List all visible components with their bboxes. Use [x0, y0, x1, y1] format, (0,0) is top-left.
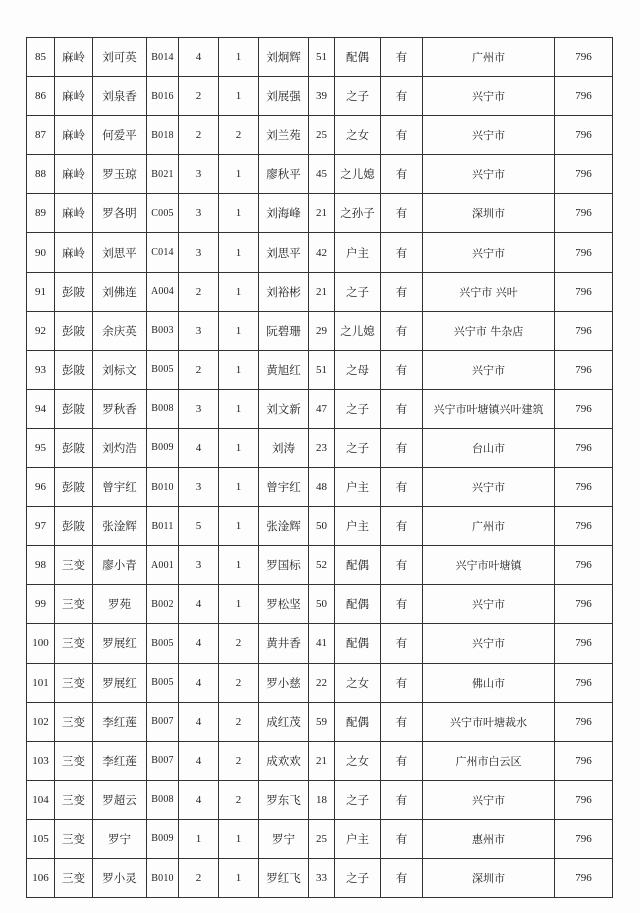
amount-cell: 796 [555, 311, 613, 350]
village-name-cell: 麻岭 [55, 233, 93, 272]
work-address-cell: 兴宁市叶塘镇 [423, 546, 555, 585]
work-address-cell: 兴宁市 兴叶 [423, 272, 555, 311]
status-cell: 有 [381, 194, 423, 233]
member-name-cell: 曾宇红 [259, 468, 309, 507]
member-age-cell: 41 [309, 624, 335, 663]
member-name-cell: 张淦辉 [259, 507, 309, 546]
work-address-cell: 兴宁市 [423, 77, 555, 116]
relation-cell: 之子 [335, 858, 381, 897]
amount-cell: 796 [555, 389, 613, 428]
work-address-cell: 兴宁市 [423, 624, 555, 663]
household-code-cell: B021 [147, 155, 179, 194]
record-number-cell: 86 [27, 77, 55, 116]
village-name-cell: 麻岭 [55, 155, 93, 194]
work-address-cell: 惠州市 [423, 819, 555, 858]
person-count-cell: 1 [219, 468, 259, 507]
household-size-cell: 2 [179, 350, 219, 389]
status-cell: 有 [381, 311, 423, 350]
household-head-cell: 廖小青 [93, 546, 147, 585]
household-head-cell: 李红莲 [93, 741, 147, 780]
person-count-cell: 2 [219, 624, 259, 663]
relation-cell: 之子 [335, 389, 381, 428]
table-row [27, 819, 613, 858]
person-count-cell: 1 [219, 77, 259, 116]
household-size-cell: 3 [179, 233, 219, 272]
status-cell: 有 [381, 38, 423, 77]
household-head-cell: 刘佛连 [93, 272, 147, 311]
household-size-cell: 4 [179, 780, 219, 819]
table-row [27, 389, 613, 428]
record-number-cell: 94 [27, 389, 55, 428]
member-name-cell: 罗红飞 [259, 858, 309, 897]
household-head-cell: 张淦辉 [93, 507, 147, 546]
table-row [27, 155, 613, 194]
member-name-cell: 罗小慈 [259, 663, 309, 702]
member-age-cell: 47 [309, 389, 335, 428]
table-row [27, 702, 613, 741]
record-number-cell: 96 [27, 468, 55, 507]
amount-cell: 796 [555, 858, 613, 897]
member-name-cell: 成欢欢 [259, 741, 309, 780]
household-size-cell: 4 [179, 624, 219, 663]
village-name-cell: 麻岭 [55, 38, 93, 77]
person-count-cell: 1 [219, 819, 259, 858]
table-row [27, 507, 613, 546]
member-name-cell: 黄旭红 [259, 350, 309, 389]
household-size-cell: 3 [179, 194, 219, 233]
person-count-cell: 1 [219, 194, 259, 233]
record-number-cell: 92 [27, 311, 55, 350]
household-size-cell: 2 [179, 858, 219, 897]
work-address-cell: 兴宁市 [423, 233, 555, 272]
member-age-cell: 21 [309, 194, 335, 233]
household-size-cell: 4 [179, 702, 219, 741]
table-row [27, 38, 613, 77]
village-name-cell: 三变 [55, 780, 93, 819]
village-name-cell: 彭陂 [55, 389, 93, 428]
household-code-cell: B014 [147, 38, 179, 77]
record-number-cell: 106 [27, 858, 55, 897]
household-code-cell: B005 [147, 624, 179, 663]
amount-cell: 796 [555, 350, 613, 389]
person-count-cell: 2 [219, 741, 259, 780]
record-number-cell: 93 [27, 350, 55, 389]
member-age-cell: 23 [309, 428, 335, 467]
relation-cell: 配偶 [335, 702, 381, 741]
status-cell: 有 [381, 624, 423, 663]
village-name-cell: 彭陂 [55, 272, 93, 311]
relation-cell: 之女 [335, 741, 381, 780]
table-row [27, 663, 613, 702]
village-name-cell: 麻岭 [55, 77, 93, 116]
table-row [27, 468, 613, 507]
member-name-cell: 黄井香 [259, 624, 309, 663]
household-head-cell: 刘可英 [93, 38, 147, 77]
member-age-cell: 48 [309, 468, 335, 507]
member-age-cell: 25 [309, 116, 335, 155]
household-code-cell: B005 [147, 663, 179, 702]
amount-cell: 796 [555, 663, 613, 702]
record-number-cell: 101 [27, 663, 55, 702]
member-age-cell: 21 [309, 272, 335, 311]
household-code-cell: B010 [147, 468, 179, 507]
household-head-cell: 罗展红 [93, 663, 147, 702]
village-name-cell: 麻岭 [55, 194, 93, 233]
relation-cell: 配偶 [335, 585, 381, 624]
member-name-cell: 阮碧珊 [259, 311, 309, 350]
household-head-cell: 曾宇红 [93, 468, 147, 507]
person-count-cell: 1 [219, 233, 259, 272]
relation-cell: 配偶 [335, 38, 381, 77]
village-name-cell: 彭陂 [55, 350, 93, 389]
village-name-cell: 彭陂 [55, 428, 93, 467]
person-count-cell: 1 [219, 389, 259, 428]
record-number-cell: 99 [27, 585, 55, 624]
table-row [27, 780, 613, 819]
amount-cell: 796 [555, 585, 613, 624]
amount-cell: 796 [555, 77, 613, 116]
table-row [27, 272, 613, 311]
table-row [27, 350, 613, 389]
relation-cell: 户主 [335, 507, 381, 546]
record-number-cell: 89 [27, 194, 55, 233]
village-name-cell: 彭陂 [55, 468, 93, 507]
table-row [27, 428, 613, 467]
status-cell: 有 [381, 780, 423, 819]
amount-cell: 796 [555, 233, 613, 272]
member-name-cell: 刘兰苑 [259, 116, 309, 155]
member-age-cell: 50 [309, 507, 335, 546]
work-address-cell: 兴宁市 [423, 585, 555, 624]
status-cell: 有 [381, 350, 423, 389]
amount-cell: 796 [555, 741, 613, 780]
amount-cell: 796 [555, 507, 613, 546]
household-code-cell: C005 [147, 194, 179, 233]
relation-cell: 配偶 [335, 624, 381, 663]
household-head-cell: 刘灼浩 [93, 428, 147, 467]
work-address-cell: 广州市白云区 [423, 741, 555, 780]
household-size-cell: 3 [179, 546, 219, 585]
record-number-cell: 97 [27, 507, 55, 546]
work-address-cell: 兴宁市 [423, 780, 555, 819]
member-age-cell: 52 [309, 546, 335, 585]
household-size-cell: 5 [179, 507, 219, 546]
village-name-cell: 三变 [55, 663, 93, 702]
village-name-cell: 三变 [55, 819, 93, 858]
status-cell: 有 [381, 507, 423, 546]
work-address-cell: 广州市 [423, 38, 555, 77]
amount-cell: 796 [555, 194, 613, 233]
member-name-cell: 罗国标 [259, 546, 309, 585]
relation-cell: 配偶 [335, 546, 381, 585]
work-address-cell: 广州市 [423, 507, 555, 546]
person-count-cell: 2 [219, 780, 259, 819]
member-age-cell: 51 [309, 350, 335, 389]
status-cell: 有 [381, 858, 423, 897]
work-address-cell: 兴宁市叶塘裁水 [423, 702, 555, 741]
work-address-cell: 兴宁市 [423, 116, 555, 155]
relation-cell: 之孙子 [335, 194, 381, 233]
record-number-cell: 87 [27, 116, 55, 155]
member-name-cell: 刘涛 [259, 428, 309, 467]
household-size-cell: 2 [179, 272, 219, 311]
record-number-cell: 105 [27, 819, 55, 858]
relation-cell: 之儿媳 [335, 311, 381, 350]
household-head-cell: 刘思平 [93, 233, 147, 272]
record-number-cell: 104 [27, 780, 55, 819]
household-head-cell: 罗宁 [93, 819, 147, 858]
household-size-cell: 4 [179, 585, 219, 624]
village-name-cell: 彭陂 [55, 507, 93, 546]
table-row [27, 194, 613, 233]
member-name-cell: 刘文新 [259, 389, 309, 428]
household-head-cell: 李红莲 [93, 702, 147, 741]
person-count-cell: 1 [219, 272, 259, 311]
household-head-cell: 罗苑 [93, 585, 147, 624]
household-size-cell: 1 [179, 819, 219, 858]
relation-cell: 之子 [335, 77, 381, 116]
village-name-cell: 三变 [55, 546, 93, 585]
relation-cell: 户主 [335, 233, 381, 272]
household-code-cell: B002 [147, 585, 179, 624]
amount-cell: 796 [555, 428, 613, 467]
work-address-cell: 兴宁市 牛杂店 [423, 311, 555, 350]
table-row [27, 546, 613, 585]
person-count-cell: 1 [219, 350, 259, 389]
person-count-cell: 1 [219, 311, 259, 350]
member-age-cell: 33 [309, 858, 335, 897]
member-name-cell: 罗松坚 [259, 585, 309, 624]
status-cell: 有 [381, 663, 423, 702]
member-age-cell: 18 [309, 780, 335, 819]
amount-cell: 796 [555, 780, 613, 819]
village-name-cell: 麻岭 [55, 116, 93, 155]
status-cell: 有 [381, 428, 423, 467]
person-count-cell: 1 [219, 546, 259, 585]
household-code-cell: B007 [147, 702, 179, 741]
record-number-cell: 103 [27, 741, 55, 780]
household-size-cell: 3 [179, 468, 219, 507]
relation-cell: 之子 [335, 780, 381, 819]
person-count-cell: 1 [219, 38, 259, 77]
member-name-cell: 廖秋平 [259, 155, 309, 194]
status-cell: 有 [381, 116, 423, 155]
household-head-cell: 罗秋香 [93, 389, 147, 428]
record-number-cell: 102 [27, 702, 55, 741]
household-code-cell: B018 [147, 116, 179, 155]
status-cell: 有 [381, 155, 423, 194]
relation-cell: 户主 [335, 819, 381, 858]
record-number-cell: 91 [27, 272, 55, 311]
household-size-cell: 3 [179, 155, 219, 194]
household-code-cell: A001 [147, 546, 179, 585]
household-code-cell: B007 [147, 741, 179, 780]
household-size-cell: 3 [179, 311, 219, 350]
work-address-cell: 兴宁市 [423, 155, 555, 194]
member-name-cell: 刘炯辉 [259, 38, 309, 77]
person-count-cell: 1 [219, 428, 259, 467]
table-row [27, 624, 613, 663]
relation-cell: 之女 [335, 116, 381, 155]
household-code-cell: A004 [147, 272, 179, 311]
household-code-cell: C014 [147, 233, 179, 272]
person-count-cell: 1 [219, 858, 259, 897]
record-number-cell: 85 [27, 38, 55, 77]
records-table [26, 37, 613, 898]
household-size-cell: 2 [179, 77, 219, 116]
record-number-cell: 88 [27, 155, 55, 194]
household-head-cell: 余庆英 [93, 311, 147, 350]
table-row [27, 233, 613, 272]
member-age-cell: 25 [309, 819, 335, 858]
household-code-cell: B010 [147, 858, 179, 897]
member-age-cell: 42 [309, 233, 335, 272]
table-row [27, 858, 613, 897]
amount-cell: 796 [555, 155, 613, 194]
household-head-cell: 罗各明 [93, 194, 147, 233]
status-cell: 有 [381, 546, 423, 585]
household-head-cell: 刘泉香 [93, 77, 147, 116]
member-name-cell: 刘海峰 [259, 194, 309, 233]
relation-cell: 之母 [335, 350, 381, 389]
status-cell: 有 [381, 468, 423, 507]
village-name-cell: 三变 [55, 741, 93, 780]
work-address-cell: 兴宁市 [423, 468, 555, 507]
work-address-cell: 兴宁市 [423, 350, 555, 389]
household-size-cell: 2 [179, 116, 219, 155]
records-body [27, 38, 613, 898]
member-age-cell: 45 [309, 155, 335, 194]
work-address-cell: 兴宁市叶塘镇兴叶建筑 [423, 389, 555, 428]
table-row [27, 741, 613, 780]
work-address-cell: 深圳市 [423, 194, 555, 233]
household-head-cell: 何爱平 [93, 116, 147, 155]
amount-cell: 796 [555, 546, 613, 585]
household-code-cell: B009 [147, 819, 179, 858]
table-row [27, 77, 613, 116]
member-name-cell: 罗宁 [259, 819, 309, 858]
household-head-cell: 罗展红 [93, 624, 147, 663]
table-row [27, 585, 613, 624]
amount-cell: 796 [555, 624, 613, 663]
household-head-cell: 罗超云 [93, 780, 147, 819]
status-cell: 有 [381, 272, 423, 311]
household-size-cell: 3 [179, 389, 219, 428]
amount-cell: 796 [555, 702, 613, 741]
relation-cell: 户主 [335, 468, 381, 507]
member-name-cell: 罗东飞 [259, 780, 309, 819]
household-size-cell: 4 [179, 741, 219, 780]
village-name-cell: 三变 [55, 585, 93, 624]
member-age-cell: 59 [309, 702, 335, 741]
status-cell: 有 [381, 819, 423, 858]
household-head-cell: 罗小灵 [93, 858, 147, 897]
member-name-cell: 成红茂 [259, 702, 309, 741]
record-number-cell: 100 [27, 624, 55, 663]
person-count-cell: 1 [219, 155, 259, 194]
person-count-cell: 1 [219, 507, 259, 546]
household-size-cell: 4 [179, 663, 219, 702]
record-number-cell: 90 [27, 233, 55, 272]
village-name-cell: 三变 [55, 702, 93, 741]
record-number-cell: 95 [27, 428, 55, 467]
member-name-cell: 刘思平 [259, 233, 309, 272]
person-count-cell: 2 [219, 702, 259, 741]
household-head-cell: 罗玉琼 [93, 155, 147, 194]
amount-cell: 796 [555, 116, 613, 155]
amount-cell: 796 [555, 38, 613, 77]
village-name-cell: 三变 [55, 624, 93, 663]
village-name-cell: 彭陂 [55, 311, 93, 350]
member-name-cell: 刘裕彬 [259, 272, 309, 311]
amount-cell: 796 [555, 272, 613, 311]
amount-cell: 796 [555, 468, 613, 507]
household-code-cell: B005 [147, 350, 179, 389]
work-address-cell: 佛山市 [423, 663, 555, 702]
person-count-cell: 1 [219, 585, 259, 624]
work-address-cell: 深圳市 [423, 858, 555, 897]
relation-cell: 之女 [335, 663, 381, 702]
amount-cell: 796 [555, 819, 613, 858]
relation-cell: 之儿媳 [335, 155, 381, 194]
status-cell: 有 [381, 585, 423, 624]
member-age-cell: 22 [309, 663, 335, 702]
member-age-cell: 51 [309, 38, 335, 77]
status-cell: 有 [381, 702, 423, 741]
household-code-cell: B009 [147, 428, 179, 467]
table-row [27, 311, 613, 350]
record-number-cell: 98 [27, 546, 55, 585]
household-size-cell: 4 [179, 428, 219, 467]
household-head-cell: 刘标文 [93, 350, 147, 389]
member-name-cell: 刘展强 [259, 77, 309, 116]
member-age-cell: 50 [309, 585, 335, 624]
member-age-cell: 21 [309, 741, 335, 780]
person-count-cell: 2 [219, 663, 259, 702]
work-address-cell: 台山市 [423, 428, 555, 467]
table-row [27, 116, 613, 155]
household-code-cell: B011 [147, 507, 179, 546]
household-code-cell: B008 [147, 780, 179, 819]
household-code-cell: B008 [147, 389, 179, 428]
relation-cell: 之子 [335, 428, 381, 467]
status-cell: 有 [381, 741, 423, 780]
member-age-cell: 39 [309, 77, 335, 116]
status-cell: 有 [381, 389, 423, 428]
household-size-cell: 4 [179, 38, 219, 77]
member-age-cell: 29 [309, 311, 335, 350]
person-count-cell: 2 [219, 116, 259, 155]
household-code-cell: B003 [147, 311, 179, 350]
household-code-cell: B016 [147, 77, 179, 116]
status-cell: 有 [381, 233, 423, 272]
status-cell: 有 [381, 77, 423, 116]
village-name-cell: 三变 [55, 858, 93, 897]
relation-cell: 之子 [335, 272, 381, 311]
